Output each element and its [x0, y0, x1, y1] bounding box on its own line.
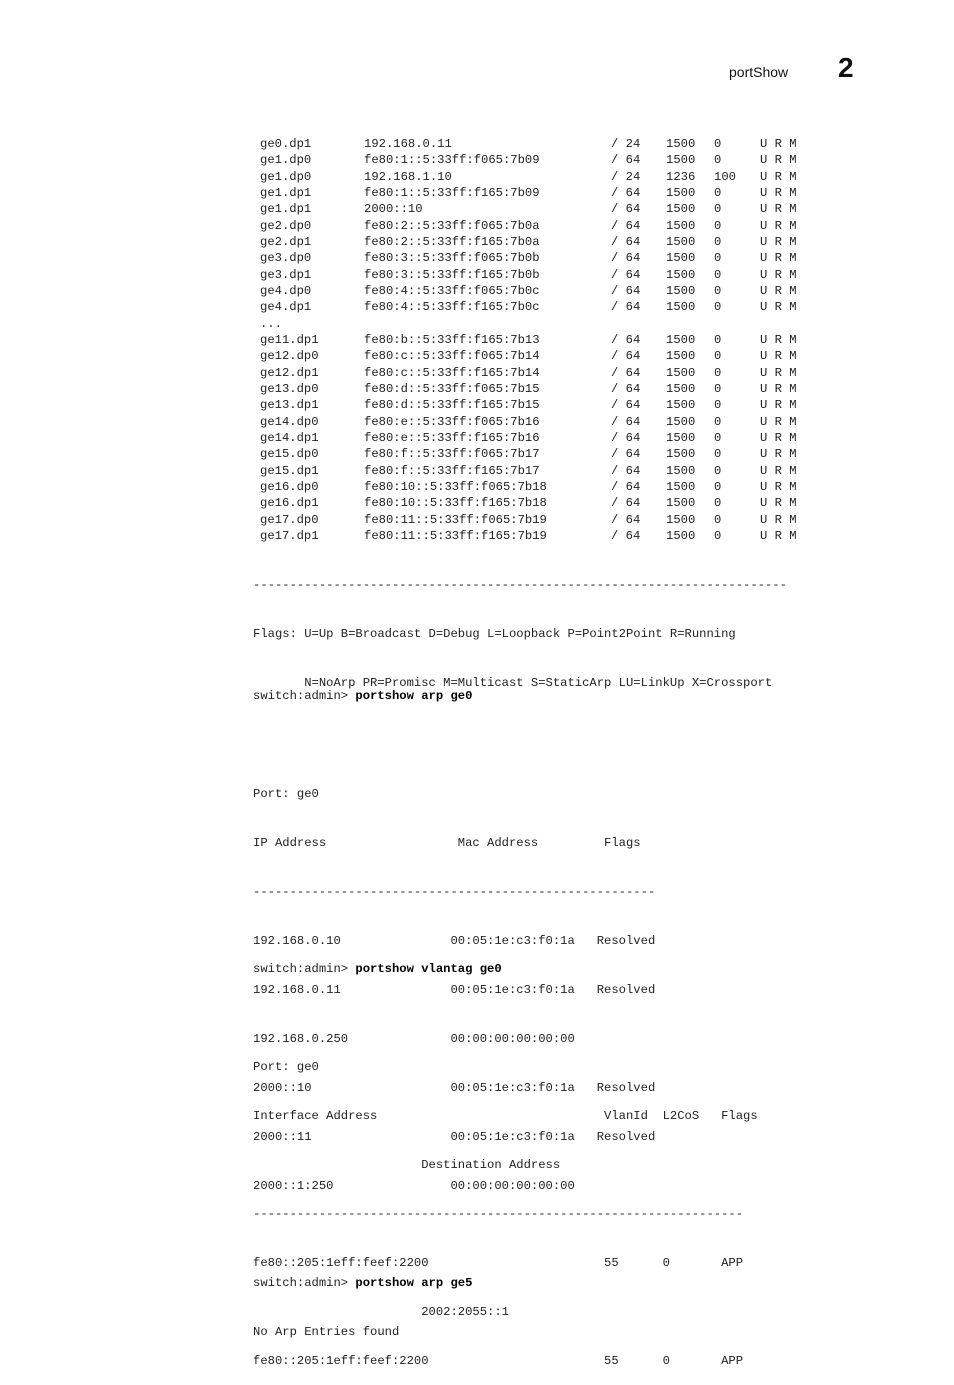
prefix-cell: / 64 — [611, 300, 641, 315]
iface-name-cell: ge0.dp1 — [260, 137, 312, 151]
mtu-cell: 1236 — [666, 169, 696, 184]
mtu-cell: 1500 — [666, 218, 696, 233]
iface-name-cell: ge11.dp1 — [260, 332, 319, 347]
table-row: 2002:2055::1 — [253, 1304, 509, 1319]
ip-address-cell: fe80:1::5:33ff:f065:7b09 — [364, 153, 540, 168]
mtu-cell: 1500 — [666, 496, 696, 511]
ip-address-cell: fe80:b::5:33ff:f165:7b13 — [364, 332, 540, 347]
flags-cell: U R M — [760, 349, 797, 364]
prefix-cell: / 64 — [611, 381, 641, 396]
iface-name-cell: ge13.dp0 — [260, 381, 319, 396]
metric-cell: 0 — [714, 512, 722, 527]
mtu-cell: 1500 — [666, 283, 696, 298]
mtu-cell: 1500 — [666, 349, 696, 364]
iface-name-cell: ge4.dp1 — [260, 300, 312, 315]
mtu-cell: 1500 — [666, 153, 696, 168]
iface-name-cell: ge12.dp1 — [260, 365, 319, 380]
prefix-cell: / 24 — [611, 137, 641, 151]
metric-cell: 0 — [714, 332, 722, 347]
metric-cell: 0 — [714, 283, 722, 298]
metric-cell: 0 — [714, 185, 722, 200]
port-line: Port: ge0 — [253, 1059, 319, 1074]
mtu-cell: 1500 — [666, 365, 696, 380]
metric-cell: 100 — [714, 169, 736, 184]
command-result: No Arp Entries found — [253, 1325, 400, 1340]
metric-cell: 0 — [714, 267, 722, 282]
iface-name-cell: ge2.dp0 — [260, 218, 312, 233]
metric-cell: 0 — [714, 463, 722, 478]
command: portshow arp ge0 — [355, 688, 473, 703]
prefix-cell: / 64 — [611, 430, 641, 445]
flags-cell: U R M — [760, 398, 797, 413]
table-row: fe80::205:1eff:feef:2200 55 0 APP — [253, 1353, 744, 1368]
metric-cell: 0 — [714, 218, 722, 233]
prefix-cell: / 64 — [611, 218, 641, 233]
command-line — [253, 688, 655, 704]
flags-cell: U R M — [760, 447, 797, 462]
prefix-cell: / 64 — [611, 528, 641, 543]
command: portshow vlantag ge0 — [355, 961, 502, 976]
flags-cell: U R M — [760, 169, 797, 184]
flags-cell: U R M — [760, 234, 797, 249]
mtu-cell: 1500 — [666, 398, 696, 413]
prefix-cell: / 64 — [611, 496, 641, 511]
prefix-cell: / 64 — [611, 202, 641, 217]
mtu-cell: 1500 — [666, 300, 696, 315]
ip-address-cell: fe80:2::5:33ff:f165:7b0a — [364, 234, 540, 249]
mtu-cell: 1500 — [666, 512, 696, 527]
prefix-cell: / 64 — [611, 479, 641, 494]
ip-address-cell: fe80:11::5:33ff:f065:7b19 — [364, 512, 547, 527]
iface-name-cell: ge1.dp0 — [260, 169, 312, 184]
table-row: 192.168.0.250 00:00:00:00:00:00 — [253, 1031, 575, 1046]
flags-cell: U R M — [760, 137, 797, 151]
ip-address-cell: fe80:1::5:33ff:f165:7b09 — [364, 185, 540, 200]
mtu-cell: 1500 — [666, 528, 696, 543]
ip-address-cell: fe80:10::5:33ff:f065:7b18 — [364, 479, 547, 494]
iface-name-cell: ge14.dp1 — [260, 430, 319, 445]
flags-cell: U R M — [760, 512, 797, 527]
metric-cell: 0 — [714, 202, 722, 217]
prefix-cell: / 64 — [611, 512, 641, 527]
ip-address-cell: 2000::10 — [364, 202, 423, 217]
prefix-cell: / 64 — [611, 398, 641, 413]
iface-name-cell: ge1.dp1 — [260, 202, 312, 217]
ip-address-cell: fe80:10::5:33ff:f165:7b18 — [364, 496, 547, 511]
prefix-cell: / 64 — [611, 234, 641, 249]
vlantag-ge0-block — [253, 928, 758, 1385]
ip-address-cell: fe80:4::5:33ff:f165:7b0c — [364, 300, 540, 315]
metric-cell: 0 — [714, 251, 722, 266]
mtu-cell: 1500 — [666, 251, 696, 266]
prefix-cell: / 64 — [611, 332, 641, 347]
port-line: Port: ge0 — [253, 786, 319, 801]
flags-cell: U R M — [760, 332, 797, 347]
mtu-cell: 1500 — [666, 414, 696, 429]
iface-name-cell: ge1.dp1 — [260, 185, 312, 200]
mtu-cell: 1500 — [666, 463, 696, 478]
vlantag-separator: ------------------------------------------------------------------- — [253, 1206, 744, 1221]
prefix-cell: / 64 — [611, 414, 641, 429]
ip-address-cell: 192.168.1.10 — [364, 169, 452, 184]
iface-name-cell: ge15.dp1 — [260, 463, 319, 478]
metric-cell: 0 — [714, 447, 722, 462]
mtu-cell: 1500 — [666, 479, 696, 494]
metric-cell: 0 — [714, 496, 722, 511]
ip-address-cell: fe80:e::5:33ff:f165:7b16 — [364, 430, 540, 445]
metric-cell: 0 — [714, 430, 722, 445]
flags-cell: U R M — [760, 365, 797, 380]
metric-cell: 0 — [714, 234, 722, 249]
ip-address-cell: fe80:f::5:33ff:f165:7b17 — [364, 463, 540, 478]
prefix-cell: / 24 — [611, 169, 641, 184]
iface-name-cell: ge16.dp1 — [260, 496, 319, 511]
flags-legend-line-1: Flags: U=Up B=Broadcast D=Debug L=Loopback P=Point2Point R=Running — [253, 626, 736, 641]
mtu-cell: 1500 — [666, 430, 696, 445]
iface-name-cell: ge16.dp0 — [260, 479, 319, 494]
page-title: portShow — [729, 64, 789, 80]
ip-address-cell: fe80:c::5:33ff:f165:7b14 — [364, 365, 540, 380]
ip-address-cell: fe80:3::5:33ff:f165:7b0b — [364, 267, 540, 282]
iface-name-cell: ... — [260, 316, 282, 331]
mtu-cell: 1500 — [666, 202, 696, 217]
iface-name-cell: ge17.dp1 — [260, 528, 319, 543]
chapter-number: 2 — [838, 52, 854, 83]
flags-legend-line-2: N=NoArp PR=Promisc M=Multicast S=StaticArp LU=LinkUp X=Crossport — [253, 675, 773, 690]
prefix-cell: / 64 — [611, 365, 641, 380]
flags-cell: U R M — [760, 479, 797, 494]
ip-address-cell: fe80:c::5:33ff:f065:7b14 — [364, 349, 540, 364]
prompt: switch:admin> — [253, 1276, 356, 1291]
metric-cell: 0 — [714, 349, 722, 364]
iface-name-cell: ge3.dp0 — [260, 251, 312, 266]
iface-name-cell: ge17.dp0 — [260, 512, 319, 527]
flags-cell: U R M — [760, 251, 797, 266]
flags-cell: U R M — [760, 496, 797, 511]
metric-cell: 0 — [714, 153, 722, 168]
table-row: 2000::11 00:05:1e:c3:f0:1a Resolved — [253, 1129, 656, 1144]
iface-name-cell: ge15.dp0 — [260, 447, 319, 462]
mtu-cell: 1500 — [666, 185, 696, 200]
flags-cell: U R M — [760, 414, 797, 429]
ip-address-cell: fe80:e::5:33ff:f065:7b16 — [364, 414, 540, 429]
iface-name-cell: ge13.dp1 — [260, 398, 319, 413]
table-row: fe80::205:1eff:feef:2200 55 0 APP — [253, 1255, 744, 1270]
arp-header: IP Address Mac Address Flags — [253, 835, 641, 850]
command-line — [253, 961, 758, 977]
table-row: 2000::10 00:05:1e:c3:f0:1a Resolved — [253, 1080, 656, 1095]
flags-cell: U R M — [760, 430, 797, 445]
mtu-cell: 1500 — [666, 381, 696, 396]
mtu-cell: 1500 — [666, 234, 696, 249]
prefix-cell: / 64 — [611, 463, 641, 478]
metric-cell: 0 — [714, 365, 722, 380]
metric-cell: 0 — [714, 479, 722, 494]
iface-name-cell: ge4.dp0 — [260, 283, 312, 298]
prompt: switch:admin> — [253, 961, 356, 976]
prefix-cell: / 64 — [611, 283, 641, 298]
metric-cell: 0 — [714, 137, 722, 151]
table-row: 192.168.0.10 00:05:1e:c3:f0:1a Resolved — [253, 933, 656, 948]
flags-cell: U R M — [760, 528, 797, 543]
flags-cell: U R M — [760, 283, 797, 298]
ip-address-cell: fe80:f::5:33ff:f065:7b17 — [364, 447, 540, 462]
ip-address-cell: fe80:d::5:33ff:f065:7b15 — [364, 381, 540, 396]
flags-cell: U R M — [760, 218, 797, 233]
prefix-cell: / 64 — [611, 153, 641, 168]
iface-name-cell: ge2.dp1 — [260, 234, 312, 249]
flags-cell: U R M — [760, 153, 797, 168]
flags-cell: U R M — [760, 267, 797, 282]
ip-address-cell: fe80:4::5:33ff:f065:7b0c — [364, 283, 540, 298]
ip-address-cell: fe80:3::5:33ff:f065:7b0b — [364, 251, 540, 266]
iface-name-cell: ge3.dp1 — [260, 267, 312, 282]
metric-cell: 0 — [714, 300, 722, 315]
flags-cell: U R M — [760, 202, 797, 217]
prefix-cell: / 64 — [611, 185, 641, 200]
arp-separator: ------------------------------------------------------- — [253, 884, 656, 899]
mtu-cell: 1500 — [666, 332, 696, 347]
prefix-cell: / 64 — [611, 267, 641, 282]
flags-cell: U R M — [760, 381, 797, 396]
iface-name-cell: ge14.dp0 — [260, 414, 319, 429]
prefix-cell: / 64 — [611, 349, 641, 364]
prefix-cell: / 64 — [611, 447, 641, 462]
vlantag-header-2: Destination Address — [253, 1157, 561, 1172]
ip-address-cell: fe80:2::5:33ff:f065:7b0a — [364, 218, 540, 233]
prompt: switch:admin> — [253, 688, 356, 703]
mtu-cell: 1500 — [666, 267, 696, 282]
command: portshow arp ge5 — [355, 1276, 473, 1291]
flags-cell: U R M — [760, 185, 797, 200]
iface-name-cell: ge1.dp0 — [260, 153, 312, 168]
table-row: 192.168.0.11 00:05:1e:c3:f0:1a Resolved — [253, 982, 656, 997]
metric-cell: 0 — [714, 414, 722, 429]
vlantag-header-1: Interface Address VlanId L2CoS Flags — [253, 1108, 758, 1123]
metric-cell: 0 — [714, 381, 722, 396]
iface-name-cell: ge12.dp0 — [260, 349, 319, 364]
ip-address-cell: fe80:d::5:33ff:f165:7b15 — [364, 398, 540, 413]
table-row: 2000::1:250 00:00:00:00:00:00 — [253, 1178, 575, 1193]
flags-cell: U R M — [760, 300, 797, 315]
ip-address-cell: 192.168.0.11 — [364, 137, 452, 151]
prefix-cell: / 64 — [611, 251, 641, 266]
flags-cell: U R M — [760, 463, 797, 478]
mtu-cell: 1500 — [666, 137, 696, 151]
mtu-cell: 1500 — [666, 447, 696, 462]
ip-address-cell: fe80:11::5:33ff:f165:7b19 — [364, 528, 547, 543]
metric-cell: 0 — [714, 528, 722, 543]
table-separator: ------------------------------------------------------------------------- — [253, 577, 787, 592]
metric-cell: 0 — [714, 398, 722, 413]
